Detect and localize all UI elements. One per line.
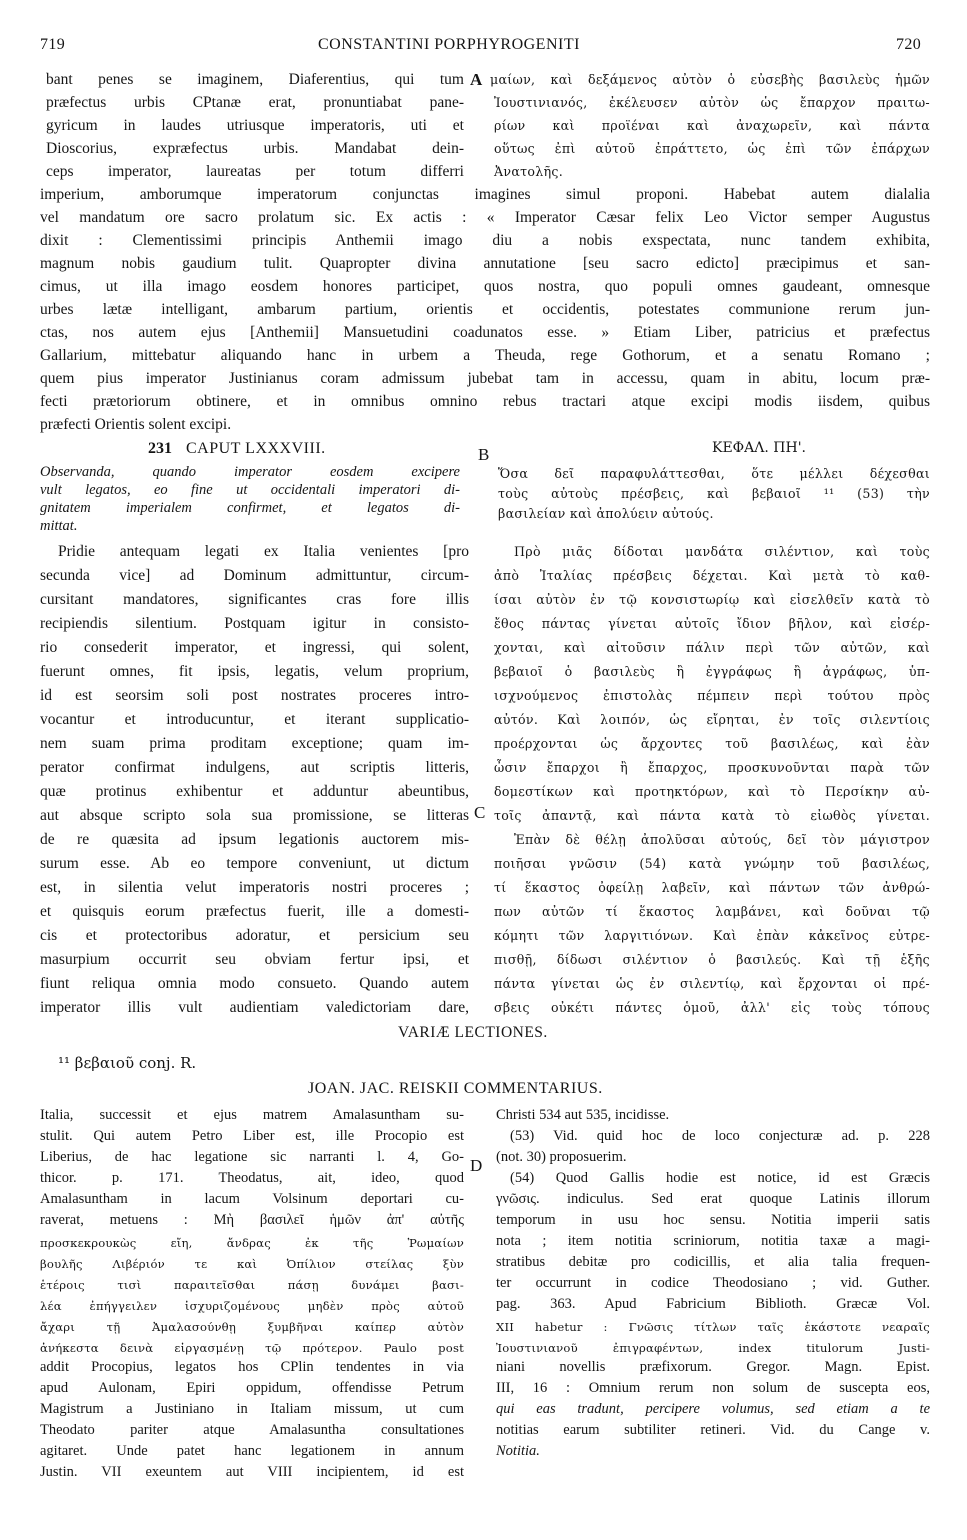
text-line: thicor. p. 171. Theodatus, ait, ideo, quod (40, 1170, 464, 1186)
text-line: Πρὸ μιᾶς δίδοται μανδάτα σιλέντιον, καὶ τοὺς (514, 544, 930, 559)
text-line: (not. 30) proposuerim. (496, 1149, 627, 1165)
page-number-right: 720 (896, 36, 922, 53)
text-line: τοὺς αὐτοὺς πρέσβεις, καὶ βεβαιοῖ ¹¹ (53) τὴν (498, 486, 930, 501)
text-line: nem suam prima proditam exceptione; quam im- (40, 735, 469, 752)
text-line: ποιῆσαι γνῶσιν (54) κατὰ γνώμην τοῦ βασιλέως, (494, 856, 930, 871)
text-line: temporum in usu hoc sensu. Notitia imperii satis (496, 1212, 930, 1228)
margin-marker-b: B (478, 445, 490, 464)
text-line: masurpium occurrit seu obviam fertur ipsi, et (40, 951, 469, 968)
text-line: vel mandatum ore sacro prolatum sic. Ex actis : « Imperator Cæsar felix Leo Victor semper Augustus (40, 209, 930, 226)
text-line: Justin. VII exeuntem aut VIII incipientem, id est (40, 1464, 464, 1480)
text-line: Amalasuntham in lacum Volsinum deportari cu- (40, 1191, 464, 1207)
text-line: κόμητι τῶν λαργιτιόνων. Καὶ ἐπὰν κἀκεῖνος εὐτρε- (494, 928, 930, 943)
text-line: secunda vice] ad Dominum admittuntur, circum- (40, 567, 469, 584)
text-line: ίσαι αὐτὸν ἐν τῷ κονσιστωρίῳ καὶ εἰσελθεῖν κατὰ τὸ (494, 592, 930, 607)
page-number-left: 719 (40, 36, 66, 53)
text-line: τοῖς ἀπαντᾷ, καὶ πάντα κατὰ τὸ εἰωθὸς γίνεται. (494, 808, 930, 823)
text-line: Liberius, de hac legatione sic narranti l. 4, Go- (40, 1149, 464, 1165)
text-line: Ἀνατολῆς. (494, 164, 564, 179)
text-line: ρίων καὶ προϊέναι καὶ ἀναχωρεῖν, καὶ πάντα (494, 118, 930, 133)
text-line: recipiendis silentium. Postquam igitur in consisto- (40, 615, 469, 632)
text-line: ισχνούμενος ἐπιστολὰς πέμπειν περὶ τούτου πρὸς (494, 688, 930, 703)
margin-marker-c: C (474, 803, 486, 822)
text-line: πισθῇ, δίδωσι σιλέντιον ὁ βασιλεύς. Καὶ τῇ ἑξῆς (494, 952, 930, 967)
text-line: δομεστίκων καὶ προτηκτόρων, καὶ τὸ Περσίκην αὐ- (494, 784, 930, 799)
chapter-greek-title: ΚΕΦΑΛ. ΠΗ'. (712, 440, 806, 456)
text-line: præfectus urbis CPtanæ erat, pronuntiabat pane- (46, 94, 464, 111)
text-line: προέρχονται ὡς ἄρχοντες τοῦ βασιλέως, καὶ ἐὰν (494, 736, 930, 751)
text-line: mittat. (40, 518, 78, 534)
text-line: (53) Vid. quid hoc de loco conjecturæ ad. p. 228 (510, 1128, 930, 1144)
text-line: Christi 534 aut 535, incidisse. (496, 1107, 670, 1123)
text-line: quæ protinus exhibentur et adduntur abeuntibus, (40, 783, 469, 800)
text-line: gnitatem imperialem confirmet, et legatos di- (40, 500, 460, 516)
text-line: urbes lætæ intelligant, ambarum partium, orientis et occidentis, potestates communione rerum jun- (40, 301, 930, 318)
text-line: ἔθος πάντας γίνεται αὐτοῖς ἴδιον βῆλον, καὶ εἰσέρ- (494, 616, 930, 631)
text-line: βασιλείαν καὶ ἀπολύειν αὐτούς. (498, 506, 714, 521)
text-line: raverat, metuens : Μὴ βασιλεῖ ἡμῶν ἀπ' αὐτῆς (40, 1212, 464, 1228)
text-line: Gallarium, mittebatur aliquando hanc in urbem a Theuda, rege Gothorum, et a senatu Romano ; (40, 347, 930, 364)
text-line: cursitant mandatores, significantes cras fore illis (40, 591, 469, 608)
text-line: stratibus debitæ pro codicillis, et alia talia frequen- (496, 1254, 930, 1270)
text-line: λέα ἐπήγγειλεν ἰσχυριζομένους μηδὲν πρὸς αὐτοῦ (40, 1299, 464, 1313)
text-line: de re quæsita ad ipsum legationis auctorem mis- (40, 831, 469, 848)
text-line: addit Procopius, legatos hos CPlin tendentes in via (40, 1359, 464, 1375)
text-line: Ὅσα δεῖ παραφυλάττεσθαι, ὅτε μέλλει δέχεσθαι (498, 466, 930, 481)
text-line: nota ; item notitia scriniorum, notitia taxæ a magi- (496, 1233, 930, 1249)
text-line: et quisquis eorum præfectus fuerit, ille a domesti- (40, 903, 469, 920)
text-line: Dioscorius, expræfectus urbis. Mandabat dein- (46, 140, 464, 157)
text-line: fiunt reliqua omnia modo consueto. Quando autem (40, 975, 469, 992)
text-line: μαίων, καὶ δεξάμενος αὐτὸν ὁ εὐσεβὴς βασιλεὺς ἡμῶν (490, 72, 930, 87)
text-line: πάντα γίνεται ὡς ἐν σιλεντίῳ, καὶ ἔρχονται οἱ πρέ- (494, 976, 930, 991)
text-line: qui eas tradunt, percipere volumus, sed etiam a te (496, 1401, 930, 1417)
text-line: id est seorsim soli post nostrates proceres intro- (40, 687, 469, 704)
text-line: ἄχαρι τῇ Ἀμαλασούνθῃ ξυμβῆναι καίπερ αὐτὸν (40, 1320, 464, 1334)
variae-lectiones-note: ¹¹ βεβαιοῦ conj. R. (58, 1054, 197, 1072)
text-line: præfecti Orientis solent excipi. (40, 416, 232, 433)
variae-lectiones-heading: VARIÆ LECTIONES. (398, 1024, 548, 1041)
chapter-latin-title: CAPUT LXXXVIII. (186, 440, 326, 457)
text-line: ἀπὸ Ἰταλίας πρέσβεις δέχεται. Καὶ μετὰ τὸ καθ- (494, 568, 930, 583)
text-line: Ἰουστινιανοῦ ἐπιγραφέντων, index titulorum Justi- (496, 1341, 930, 1355)
text-line: dixit : Clementissimi principis Anthemii imago diu a nobis exspectata, nunc tandem exhibita, (40, 232, 930, 249)
text-line: αὐτόν. Καὶ λοιπόν, ὡς εἴρηται, ἐν τοῖς σιλεντίοις (494, 712, 930, 727)
text-line: imperium, amborumque imperatorum conjunctas imagines simul proponi. Habebat autem dialalia (40, 186, 930, 203)
text-line: pag. 363. Apud Fabricium Biblioth. Græcæ Vol. (496, 1296, 930, 1312)
text-line: χονται, καὶ αἰτοῦσιν πάλιν περὶ τῶν αὐτῶν, καὶ (494, 640, 930, 655)
text-line: Magistrum a Justiniano in Italiam missum, ut cum (40, 1401, 464, 1417)
text-line: apud Aulonam, Epiri oppidum, offendisse Petrum (40, 1380, 464, 1396)
text-line: οὕτως ἐπὶ αὐτοῦ ἐπράττετο, ὡς ἐπὶ τῶν ἐπάρχων (494, 141, 930, 156)
text-line: gyricum in laudes utriusque imperatoris, uti et (46, 117, 464, 134)
text-line: Italia, successit et ejus matrem Amalasuntham su- (40, 1107, 464, 1123)
text-line: Ἐπὰν δὲ θέλῃ ἀπολῦσαι αὐτούς, δεῖ τὸν μάγιστρον (514, 832, 930, 847)
text-line: ctas, nos autem ejus [Anthemii] Mansuetudini coadunatos esse. » Etiam Liber, patricius et præfectus (40, 324, 930, 341)
text-line: τί ἕκαστος ὀφείλῃ λαβεῖν, καὶ πάντων τῶν ἀνθρώ- (494, 880, 930, 895)
text-line: ceps imperator, laureatas per totum differri (46, 163, 464, 180)
text-line: imperator illis vult audientiam valedictoriam dare, (40, 999, 469, 1016)
text-line: ὦσιν ἔπαρχοι ἢ ἔπαρχος, προσκυνοῦνται παρὰ τῶν (494, 760, 930, 775)
text-line: rio consederit imperator, et ingressi, qui solent, (40, 639, 469, 656)
text-line: γνῶσις. indiculus. Sed erat quoque Latinis illorum (496, 1191, 930, 1207)
text-line: niani novellis præfixorum. Gregor. Magn. Epist. (496, 1359, 930, 1375)
text-line: βουλῆς Λιβέριόν τε καὶ Ὀπίλιον στείλας ξὺν (40, 1257, 464, 1271)
text-line: bant penes se imaginem, Diaferentius, qui tum (46, 71, 464, 88)
text-line: surum esse. Ab eo tempore conveniunt, ut dictum (40, 855, 469, 872)
text-line: vocantur et introducuntur, et iterant supplicatio- (40, 711, 469, 728)
text-line: perator confirmat indulgens, aut scriptis litteris, (40, 759, 469, 776)
text-line: quem pius imperator Justinianus coram admissum jubebat tam in accessu, quam in abitu, locum præ- (40, 370, 930, 387)
text-line: ἀνήκεστα δεινὰ εἰργασμένῃ τῷ πρότερον. Paulo post (40, 1341, 464, 1355)
text-line: ter occurrunt in codice Theodosiano ; vid. Guther. (496, 1275, 930, 1291)
commentary-heading: JOAN. JAC. REISKII COMMENTARIUS. (308, 1080, 603, 1097)
text-line: Notitia. (496, 1443, 540, 1459)
text-line: σβεις οὐκέτι πάντες ὁμοῦ, ἀλλ' εἰς τοὺς τόπους (494, 1000, 930, 1015)
text-line: cimus, ut illa imago eosdem honores participet, quos nostra, quo populi omnes gaudeant, omnesque (40, 278, 930, 295)
text-line: XII habetur : Γνῶσις τίτλων ταῖς ἑκάστοτε νεαραῖς (496, 1320, 930, 1334)
running-title: CONSTANTINI PORPHYROGENITI (318, 36, 580, 53)
text-line: (54) Quod Gallis hodie est notice, id est Græcis (510, 1170, 930, 1186)
text-line: ἑτέροις τισὶ παραιτεῖσθαι πάσῃ δυνάμει βασι- (40, 1278, 464, 1292)
text-line: aut absque scripto sola sua promissione, se litteras (40, 807, 469, 824)
text-line: προσκεκρουκὼς εἴη, ἄνδρας ἐκ τῆς Ῥωμαίων (40, 1236, 464, 1250)
text-line: stulit. Qui autem Petro Liber est, ille Procopio est (40, 1128, 464, 1144)
margin-marker-d: D (470, 1156, 483, 1175)
text-line: III, 16 : Omnium rerum non solum de suscepta eos, (496, 1380, 930, 1396)
chapter-number: 231 (148, 440, 172, 457)
text-line: magnum nobis gaudium tulit. Quapropter divina annutatione [seu sacro edicto] præcipimus et san- (40, 255, 930, 272)
text-line: fuerunt omnes, fit ipsis, legatis, velum proprium, (40, 663, 469, 680)
text-line: agitaret. Unde patet hanc legationem in annum (40, 1443, 464, 1459)
text-line: Ἰουστινιανός, ἐκέλευσεν αὐτὸν ὡς ἔπαρχον πραιτω- (494, 95, 930, 110)
text-line: notitias earum subtiliter retineri. Vid. du Cange v. (496, 1422, 930, 1438)
margin-marker-a: A (470, 70, 483, 89)
text-line: vult legatos, eo fine ut occidentali imperatori di- (40, 482, 460, 498)
text-line: cis et protectoribus adoratur, et persicium seu (40, 927, 469, 944)
text-line: πων αὐτῶν τί ἕκαστος λαμβάνει, καὶ δοῦναι τῷ (494, 904, 930, 919)
text-line: fecti prætoriorum obtinere, et in omnibus omnino rebus tractari atque excipi modis iisdem, quibus (40, 393, 930, 410)
text-line: Pridie antequam legati ex Italia venientes [pro (58, 543, 469, 560)
text-line: Theodato pariter atque Amalasuntha consultationes (40, 1422, 464, 1438)
text-line: βεβαιοῖ ὁ βασιλεὺς ἢ ἐγγράφως ἢ ἀγράφως, ὑπ- (494, 664, 930, 679)
text-line: est, in silentia velut imperatoris nostri proceres ; (40, 879, 469, 896)
text-line: Observanda, quando imperator eosdem excipere (40, 464, 460, 480)
